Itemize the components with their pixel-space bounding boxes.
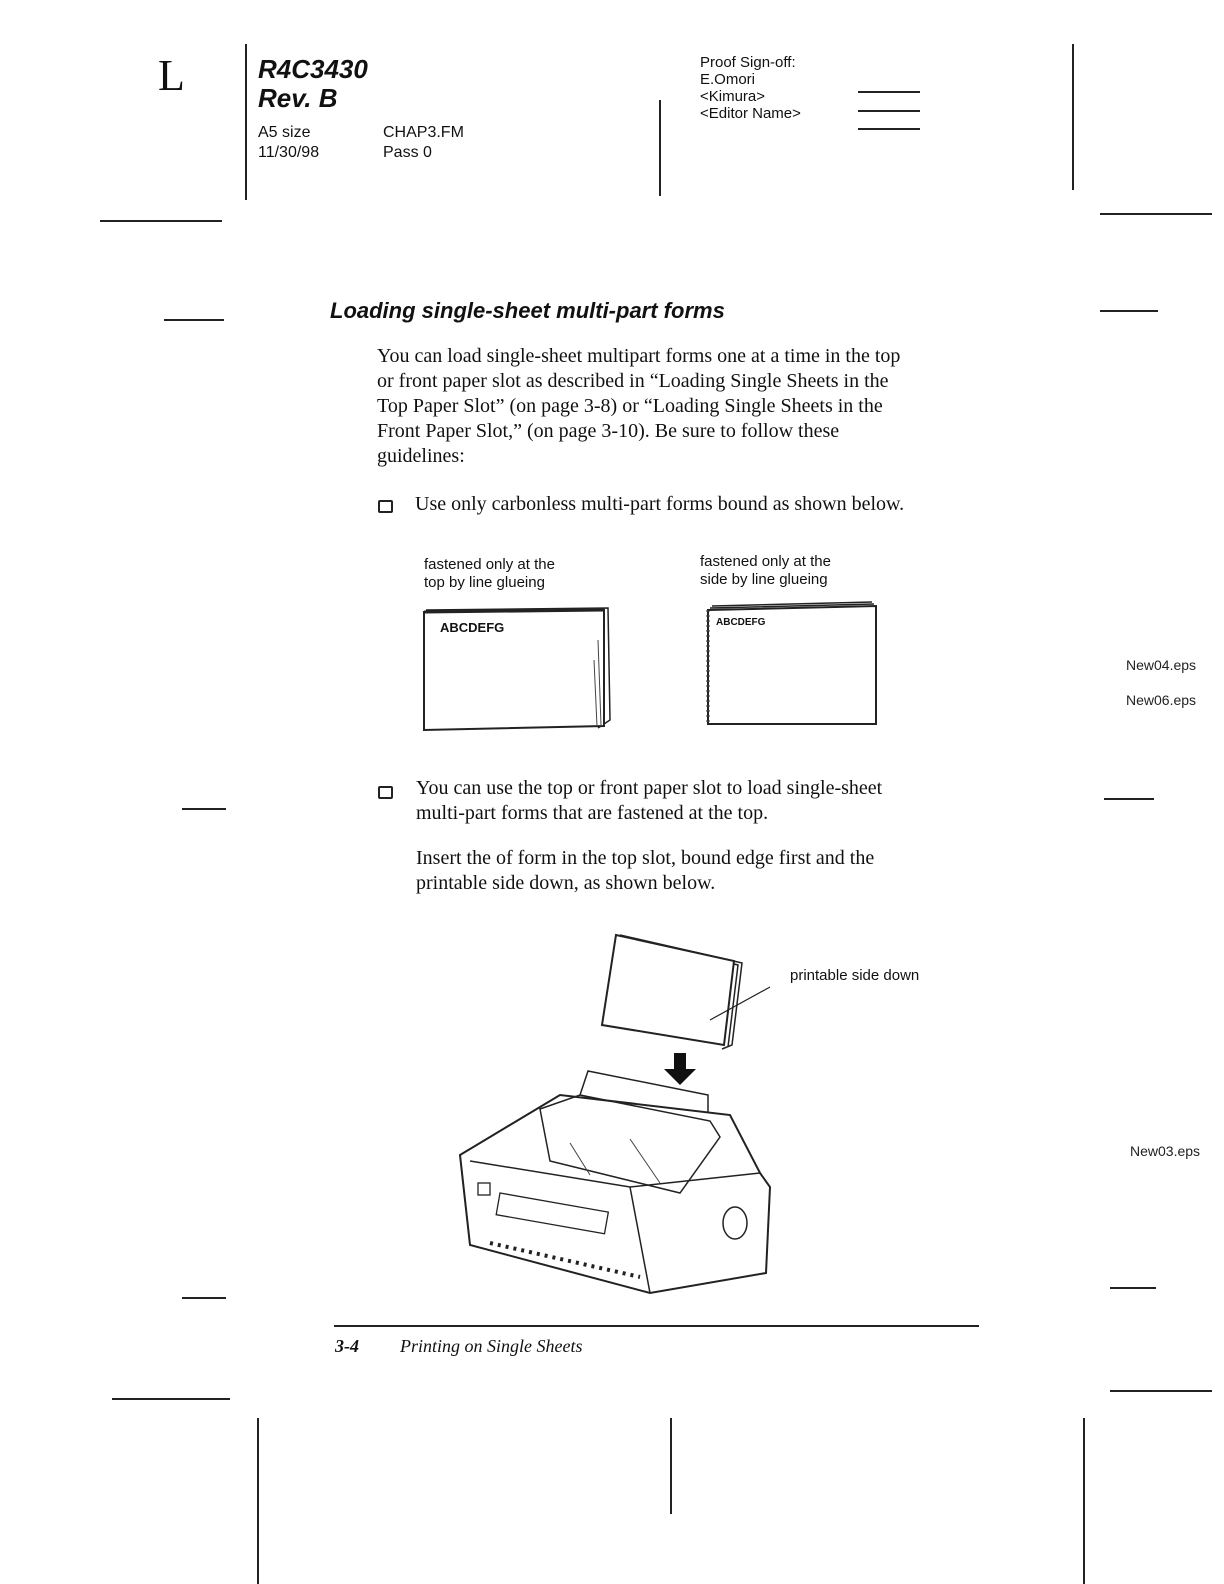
bullet-1-text: Use only carbonless multi-part forms bound as shown below. [415,493,905,515]
bullet-2-line: You can use the top or front paper slot to load single-sheet [416,777,883,799]
document-size: A5 size [258,124,311,141]
document-date: 11/30/98 [258,144,320,161]
printer-loading-illustration [430,925,790,1315]
figure-file-label: New03.eps [1130,1143,1201,1159]
signature-line-2 [858,110,920,112]
intro-paragraph [377,344,977,469]
caption-line: top by line glueing [424,574,545,591]
caption-line: fastened only at the [700,553,831,570]
bullet-2-line: multi-part forms that are fastened at the top. [416,802,769,824]
bullet-2-text [416,776,986,826]
signer-3: <Editor Name> [700,105,801,122]
crop-mark [1100,310,1158,312]
figure-file-label: New04.eps [1126,657,1197,673]
proof-title: Proof Sign-off: [700,54,796,71]
signer-1: E.Omori [700,71,756,88]
instruction-line: Insert the of form in the top slot, bound edge first and the [416,847,875,869]
bullet-checkbox-icon [378,786,393,799]
figure-file-label: New06.eps [1126,692,1197,708]
crop-mark [182,1297,226,1299]
signature-line-1 [858,91,920,93]
crop-mark [182,808,226,810]
document-code [258,55,368,113]
footer-rule [334,1325,979,1327]
crop-mark [1110,1287,1156,1289]
crop-mark [112,1398,230,1400]
chapter-title: Printing on Single Sheets [400,1336,583,1356]
insert-instructions [416,846,986,896]
figure1-left-caption [424,556,555,592]
document-id: R4C3430 [258,54,368,84]
intro-line: Top Paper Slot” (on page 3-8) or “Loading Single Sheets in the [377,395,883,417]
caption-line: fastened only at the [424,556,555,573]
intro-line: You can load single-sheet multipart forms one at a time in the top [377,345,901,367]
document-file: CHAP3.FM [383,124,464,141]
document-pass: Pass 0 [383,144,432,161]
crop-mark [100,220,222,222]
page-number: 3-4 [335,1336,359,1356]
crop-mark [1083,1418,1085,1584]
top-bound-form-sample-text: ABCDEFG [440,620,505,635]
caption-line: side by line glueing [700,571,828,588]
header-divider-right [1072,44,1074,190]
signer-2: <Kimura> [700,88,766,105]
proof-signoff [700,54,801,122]
side-bound-form-sample-text: ABCDEFG [716,617,766,628]
instruction-line: printable side down, as shown below. [416,872,716,894]
section-heading: Loading single-sheet multi-part forms [330,298,725,323]
intro-line: or front paper slot as described in “Loading Single Sheets in the [377,370,889,392]
crop-mark [1104,798,1154,800]
crop-mark [257,1418,259,1584]
intro-line: guidelines: [377,445,465,467]
figure1-right-caption [700,553,831,589]
crop-mark [1100,213,1212,215]
printable-side-label: printable side down [790,967,920,984]
crop-mark [1110,1390,1212,1392]
signature-line-3 [858,128,920,130]
bullet-checkbox-icon [378,500,393,513]
crop-mark [164,319,224,321]
document-revision: Rev. B [258,83,338,113]
page-side-letter: L [158,51,185,100]
header-divider-middle [659,100,661,196]
crop-mark [670,1418,672,1514]
header-divider-left [245,44,247,200]
intro-line: Front Paper Slot,” (on page 3-10). Be sure to follow these [377,420,840,442]
